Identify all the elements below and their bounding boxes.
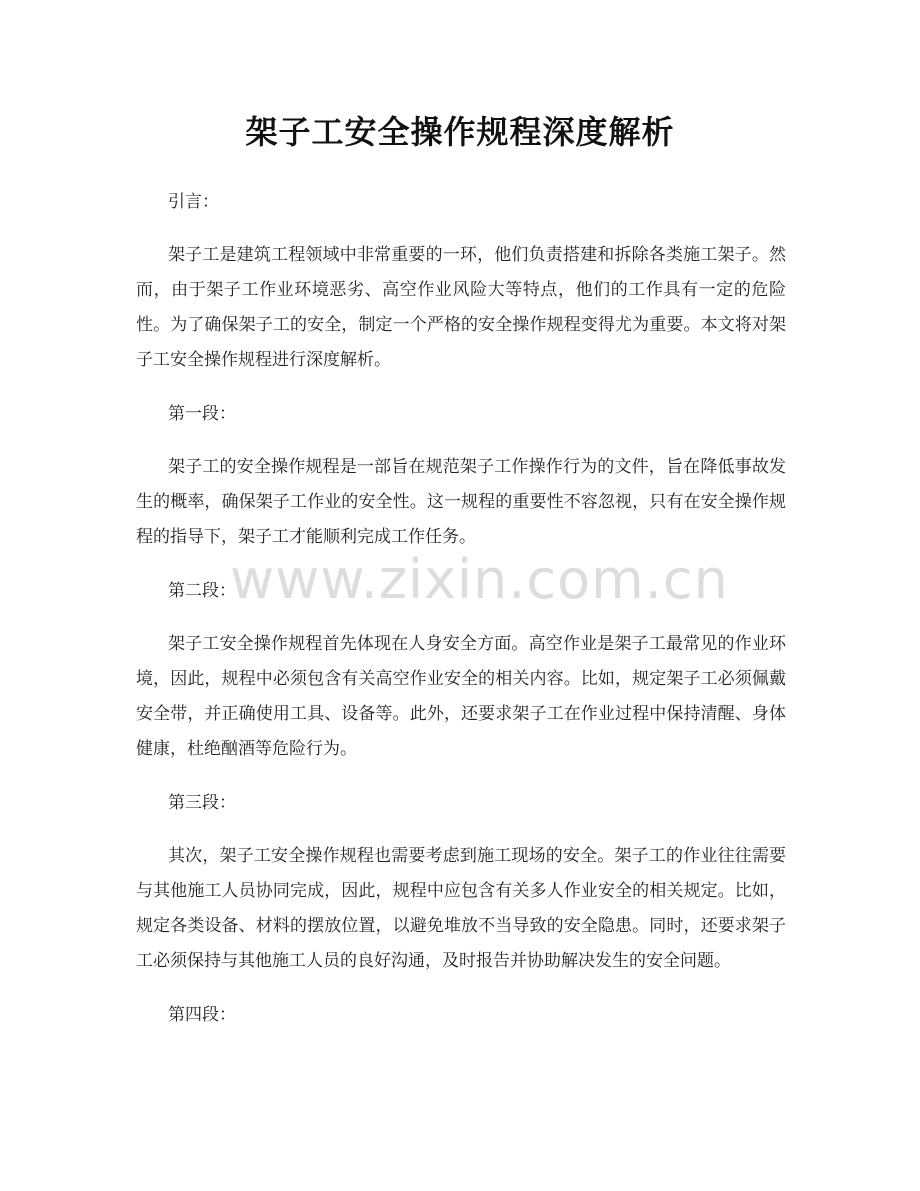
section-heading-1: 第一段： — [168, 404, 236, 424]
section-heading-3: 第三段： — [168, 793, 236, 813]
section-paragraph-intro: 架子工是建筑工程领域中非常重要的一环，他们负责搭建和拆除各类施工架子。然而，由于架子工作业环境恶劣、高空作业风险大等特点，他们的工作具有一定的危险性。为了确保架子工的安全，制定一个严格的安全操作规程变得尤为重要。本文将对架子工安全操作规程进行深度解析。 — [136, 245, 786, 370]
section-heading-2: 第二段： — [168, 581, 236, 601]
section-heading-intro: 引言： — [168, 192, 219, 212]
document-title: 架子工安全操作规程深度解析 — [245, 113, 675, 151]
section-paragraph-1: 架子工的安全操作规程是一部旨在规范架子工作操作行为的文件，旨在降低事故发生的概率，确保架子工作业的安全性。这一规程的重要性不容忽视，只有在安全操作规程的指导下，架子工才能顺利完成工作任务。 — [136, 457, 786, 547]
section-paragraph-3: 其次，架子工安全操作规程也需要考虑到施工现场的安全。架子工的作业往往需要与其他施工人员协同完成，因此，规程中应包含有关多人作业安全的相关规定。比如，规定各类设备、材料的摆放位置，以避免堆放不当导致的安全隐患。同时，还要求架子工必须保持与其他施工人员的良好沟通，及时报告并协助解决发生的安全问题。 — [136, 846, 786, 971]
watermark: www.zixin.com.cn — [230, 548, 729, 611]
document-body — [136, 184, 786, 1033]
section-heading-4: 第四段： — [168, 1005, 236, 1025]
section-paragraph-2: 架子工安全操作规程首先体现在人身安全方面。高空作业是架子工最常见的作业环境，因此，规程中必须包含有关高空作业安全的相关内容。比如，规定架子工必须佩戴安全带，并正确使用工具、设备等。此外，还要求架子工在作业过程中保持清醒、身体健康，杜绝酗酒等危险行为。 — [136, 634, 786, 759]
